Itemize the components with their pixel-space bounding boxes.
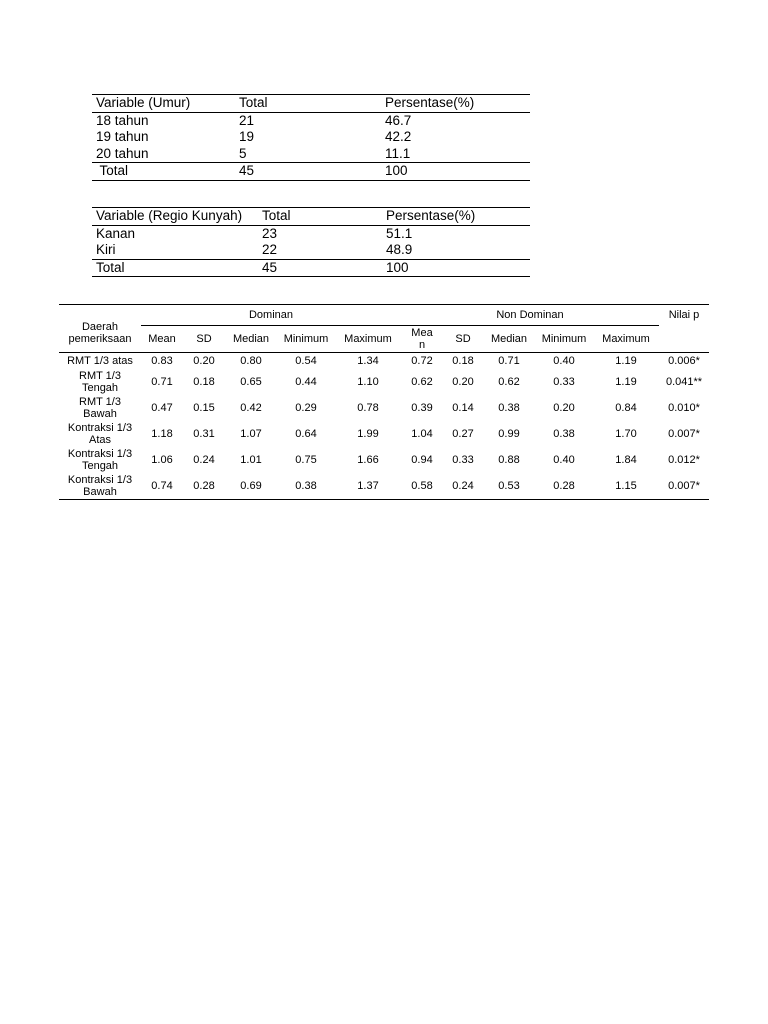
header-persentase: Persentase(%)	[385, 95, 530, 113]
total-label: Total	[92, 259, 262, 277]
cell-value: 0.20	[193, 355, 215, 367]
row-label: Kontraksi 1/3 Bawah	[59, 473, 141, 500]
table-row	[92, 146, 530, 163]
cell-value: 0.24	[443, 473, 483, 500]
cell-value: 0.58	[401, 473, 443, 500]
cell-variable: 20 tahun	[96, 145, 149, 161]
cell-persentase: 42.2	[385, 129, 412, 144]
cell-value: 0.88	[498, 454, 520, 466]
cell-value: 0.84	[615, 402, 637, 414]
row-label: Kontraksi 1/3 Tengah	[67, 448, 133, 472]
cell-value: 1.07	[240, 428, 262, 440]
header-daerah: Daerah pemeriksaan	[59, 305, 141, 353]
cell-value: 0.42	[240, 402, 262, 414]
table-umur	[92, 94, 530, 181]
total-label: Total	[92, 163, 239, 181]
cell-value: 0.39	[411, 402, 433, 414]
header-persentase: Persentase(%)	[386, 208, 530, 226]
header-sd: SD	[443, 326, 483, 353]
header-mean: Mea n	[401, 326, 443, 353]
table-header-row	[92, 95, 530, 113]
cell-value: 1.34	[357, 355, 379, 367]
table-row	[59, 353, 709, 370]
cell-value: 0.78	[357, 402, 379, 414]
header-median: Median	[225, 326, 277, 353]
cell-value: 0.64	[295, 428, 317, 440]
table-regio-kunyah	[92, 207, 530, 277]
cell-nilai-p: 0.006*	[668, 355, 700, 367]
cell-persentase: 11.1	[385, 145, 411, 161]
cell-value: 0.38	[553, 428, 575, 440]
cell-total: 21	[239, 112, 255, 128]
cell-total: 5	[239, 145, 247, 161]
cell-value: 0.28	[183, 473, 225, 500]
header-variable: Variable (Regio Kunyah)	[92, 208, 262, 226]
row-label: Kontraksi 1/3 Atas	[67, 422, 133, 446]
header-total: Total	[239, 95, 385, 113]
cell-value: 0.62	[411, 376, 433, 388]
total-count: 45	[239, 163, 385, 181]
cell-total: 23	[262, 225, 278, 241]
cell-value: 1.37	[335, 473, 401, 500]
cell-nilai-p: 0.007*	[659, 473, 709, 500]
cell-value: 0.47	[151, 402, 173, 414]
header-non-dominan: Non Dominan	[401, 305, 659, 326]
cell-value: 0.27	[452, 428, 474, 440]
cell-value: 0.65	[240, 376, 262, 388]
table-row	[92, 112, 530, 129]
cell-value: 0.53	[483, 473, 535, 500]
header-maximum: Maximum	[593, 326, 659, 353]
cell-value: 0.71	[151, 376, 173, 388]
cell-nilai-p: 0.041**	[665, 376, 703, 388]
cell-persentase: 51.1	[386, 225, 413, 241]
cell-value: 0.20	[452, 376, 474, 388]
header-row-measures	[59, 326, 709, 353]
cell-value: 0.94	[411, 454, 433, 466]
table-statistik	[59, 304, 709, 500]
cell-variable: 18 tahun	[96, 112, 149, 128]
table-row	[92, 129, 530, 146]
cell-variable: 19 tahun	[96, 129, 149, 144]
cell-total: 22	[262, 242, 278, 257]
header-mean: Mean	[141, 326, 183, 353]
cell-value: 0.40	[553, 454, 575, 466]
header-total: Total	[262, 208, 386, 226]
table-total-row	[92, 163, 530, 181]
table-header-row	[92, 208, 530, 226]
row-label: RMT 1/3 Bawah	[79, 396, 121, 420]
cell-value: 1.06	[151, 454, 173, 466]
cell-value: 1.04	[411, 428, 433, 440]
table-row	[59, 447, 709, 473]
row-label: RMT 1/3 Tengah	[79, 370, 121, 394]
header-median: Median	[483, 326, 535, 353]
cell-value: 0.40	[553, 355, 575, 367]
row-label: RMT 1/3 atas	[67, 355, 133, 367]
cell-total: 19	[239, 129, 255, 144]
cell-variable: Kiri	[96, 242, 116, 257]
cell-value: 0.15	[193, 402, 215, 414]
cell-value: 0.33	[452, 454, 474, 466]
header-variable: Variable (Umur)	[92, 95, 239, 113]
header-maximum: Maximum	[335, 326, 401, 353]
cell-value: 0.14	[452, 402, 474, 414]
header-dominan: Dominan	[141, 305, 401, 326]
cell-value: 1.84	[615, 454, 637, 466]
cell-value: 0.74	[141, 473, 183, 500]
cell-value: 0.38	[277, 473, 335, 500]
cell-value: 1.99	[357, 428, 379, 440]
cell-value: 0.62	[498, 376, 520, 388]
table-row	[59, 395, 709, 421]
total-percent: 100	[385, 163, 530, 181]
cell-value: 1.15	[593, 473, 659, 500]
header-sd: SD	[183, 326, 225, 353]
table-body	[59, 353, 709, 500]
cell-value: 0.54	[295, 355, 317, 367]
cell-value: 0.71	[498, 355, 520, 367]
cell-nilai-p: 0.010*	[668, 402, 700, 414]
cell-nilai-p: 0.012*	[668, 454, 700, 466]
table-total-row	[92, 259, 530, 277]
table-row	[59, 473, 709, 500]
cell-value: 1.18	[151, 428, 173, 440]
cell-value: 0.99	[498, 428, 520, 440]
cell-value: 0.80	[240, 355, 262, 367]
cell-value: 1.70	[615, 428, 637, 440]
cell-persentase: 46.7	[385, 112, 412, 128]
header-row-groups	[59, 305, 709, 326]
header-nilai-p: Nilai p	[659, 305, 709, 353]
cell-value: 1.10	[357, 376, 379, 388]
cell-value: 1.66	[357, 454, 379, 466]
cell-persentase: 48.9	[386, 242, 413, 257]
table-row	[59, 421, 709, 447]
cell-nilai-p: 0.007*	[668, 428, 700, 440]
table-row	[59, 369, 709, 395]
cell-value: 0.29	[295, 402, 317, 414]
header-minimum: Minimum	[535, 326, 593, 353]
cell-value: 0.69	[225, 473, 277, 500]
cell-value: 0.28	[535, 473, 593, 500]
cell-value: 0.18	[193, 376, 215, 388]
cell-value: 1.19	[615, 355, 637, 367]
cell-value: 0.33	[553, 376, 575, 388]
cell-value: 1.01	[240, 454, 262, 466]
cell-value: 0.44	[295, 376, 317, 388]
total-percent: 100	[386, 259, 530, 277]
cell-value: 0.72	[411, 355, 433, 367]
table-row	[92, 242, 530, 259]
cell-value: 0.83	[151, 355, 173, 367]
cell-value: 0.75	[295, 454, 317, 466]
header-minimum: Minimum	[277, 326, 335, 353]
cell-value: 0.38	[498, 402, 520, 414]
total-count: 45	[262, 259, 386, 277]
cell-value: 0.20	[553, 402, 575, 414]
cell-variable: Kanan	[96, 225, 136, 241]
cell-value: 0.24	[193, 454, 215, 466]
cell-value: 1.19	[615, 376, 637, 388]
cell-value: 0.31	[193, 428, 215, 440]
cell-value: 0.18	[452, 355, 474, 367]
table-row	[92, 225, 530, 242]
